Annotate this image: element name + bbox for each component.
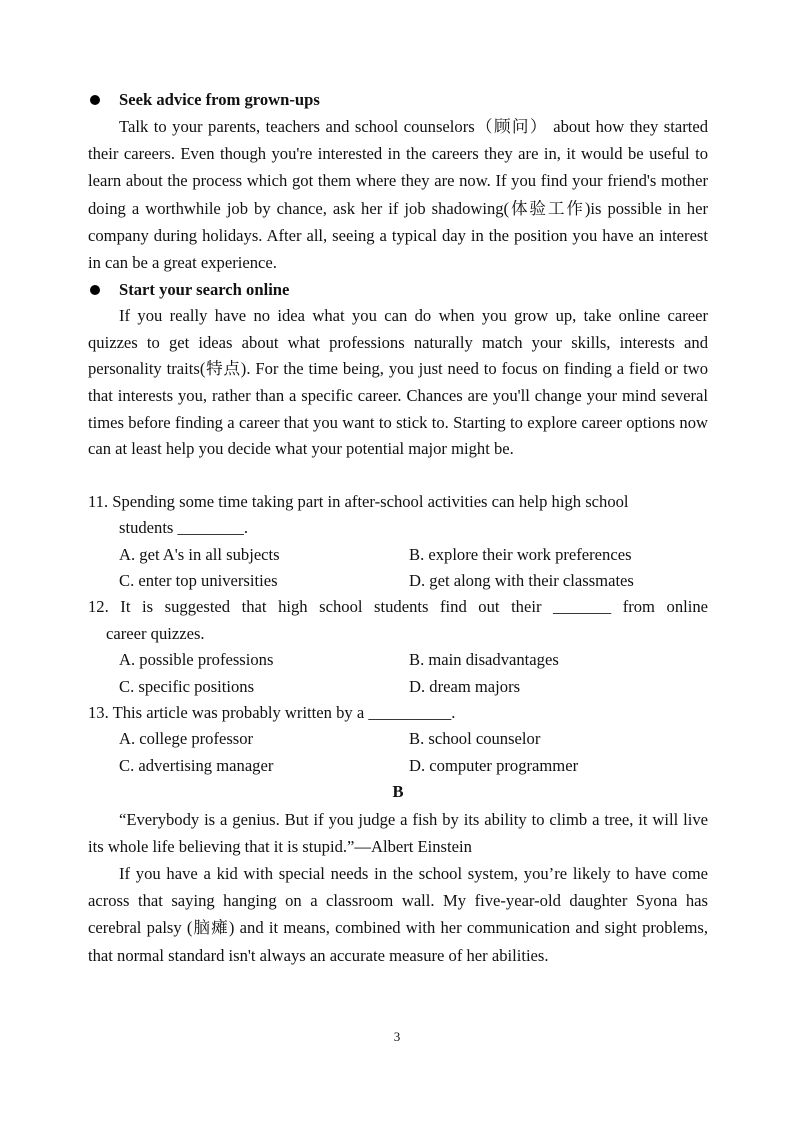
bullet-icon (90, 95, 100, 105)
option-a[interactable]: A. college professor (119, 729, 254, 749)
option-b[interactable]: B. explore their work preferences (409, 544, 632, 564)
passage-paragraph: If you have a kid with special needs in the school system, you’re likely to have come across that saying hanging on a classroom wall. My five-year-old daughter Syona has cerebral palsy (脑瘫) and it means, combined with her communication and sight problems, that normal standard isn't always an accurate measure of her abilities. (88, 864, 708, 965)
options-row (88, 753, 708, 779)
bullet-icon (90, 285, 100, 295)
question-stem: 11. Spending some time taking part in after-school activities can help high school (88, 491, 629, 511)
option-b[interactable]: B. school counselor (409, 729, 541, 749)
options-row (88, 542, 708, 568)
option-a[interactable]: A. get A's in all subjects (119, 544, 280, 564)
options-row (88, 726, 708, 752)
question-13 (88, 700, 708, 779)
options-row (88, 674, 708, 700)
document-page (88, 86, 708, 969)
option-c[interactable]: C. specific positions (119, 676, 255, 696)
option-d[interactable]: D. computer programmer (409, 755, 579, 775)
option-c[interactable]: C. advertising manager (119, 755, 274, 775)
passage-title: B (392, 782, 404, 802)
spacer (88, 463, 708, 489)
page-number: 3 (393, 1029, 401, 1044)
question-stem-continued: career quizzes. (106, 623, 205, 643)
options-row (88, 568, 708, 594)
option-a[interactable]: A. possible professions (119, 650, 274, 670)
option-c[interactable]: C. enter top universities (119, 571, 278, 590)
passage-quote: “Everybody is a genius. But if you judge a fish by its ability to climb a tree, it will live its whole life believing that it is stupid.”—Albert Einstein (88, 809, 708, 856)
paragraph-online: If you really have no idea what you can do when you grow up, take online career quizzes to get ideas about what professions naturally match your skills, interests and personality traits(特点). For the time being, you just need to focus on finding a field or two that interests you, rather than a specific career. Chances are you'll change your mind several times before finding a career that you want to stick to. Starting to explore career options now can at least help you decide what your potential major might be. (88, 306, 708, 459)
section-heading-online (88, 276, 708, 303)
question-stem: 12. It is suggested that high school students find out their _______ from online (88, 597, 708, 617)
heading-text: Start your search online (119, 280, 290, 300)
section-heading-advice (88, 86, 708, 113)
heading-text: Seek advice from grown-ups (119, 90, 320, 109)
question-11 (88, 489, 708, 595)
question-12 (88, 594, 708, 700)
option-b[interactable]: B. main disadvantages (409, 650, 559, 670)
option-d[interactable]: D. dream majors (409, 676, 521, 696)
option-d[interactable]: D. get along with their classmates (409, 571, 634, 590)
options-row (88, 647, 708, 673)
paragraph-advice: Talk to your parents, teachers and school counselors（顾问） about how they started their careers. Even though you're interested in the careers they are in, it would be useful to learn about the process which got them where they are now. If you find your friend's mother doing a worthwhile job by chance, ask her if job shadowing(体验工作)is possible in her company during holidays. After all, seeing a typical day in the position you have an interest in can be a great experience. (88, 117, 708, 273)
question-stem-continued: students ________. (119, 518, 249, 538)
question-stem: 13. This article was probably written by a __________. (88, 703, 456, 723)
